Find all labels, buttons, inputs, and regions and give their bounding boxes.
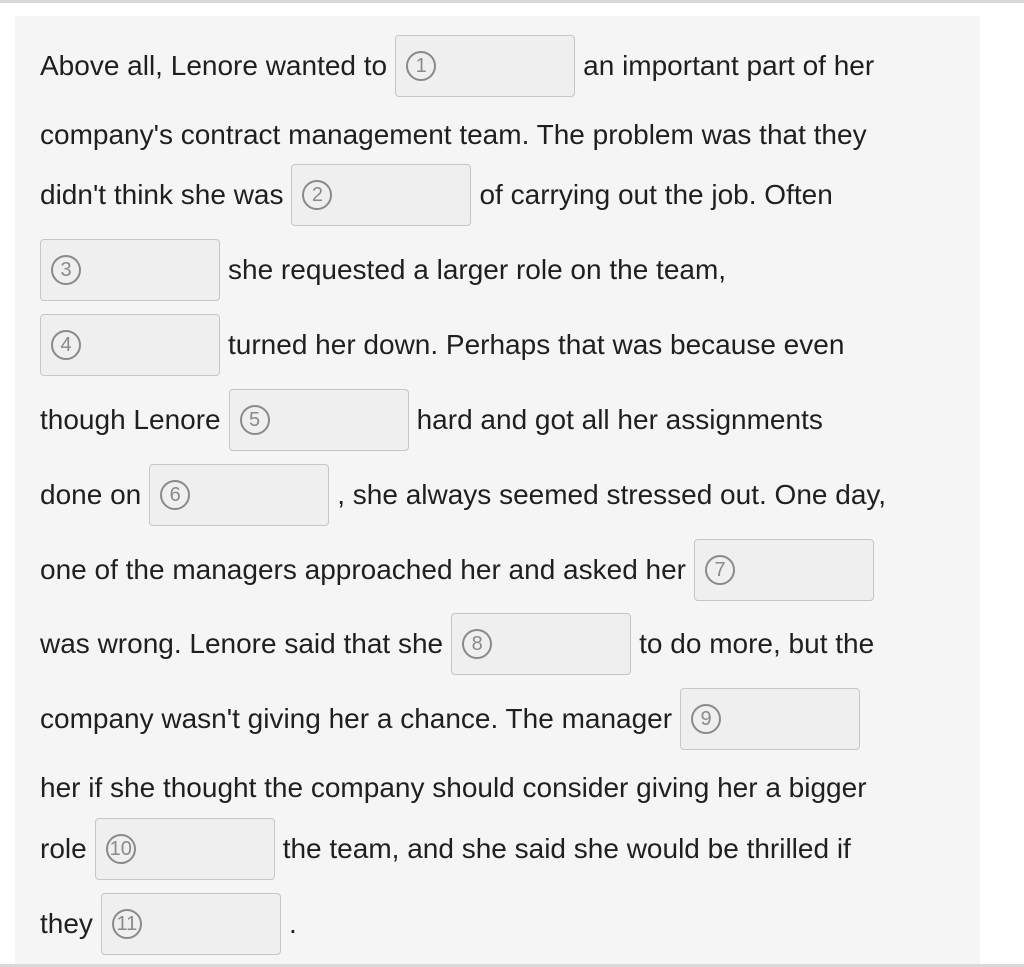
passage-line-5 [40,314,844,376]
passage-text: she requested a larger role on the team, [228,254,727,285]
passage-line-3 [40,164,833,226]
passage-text: to do more, but the [639,628,875,659]
passage-text: Above all, Lenore wanted to [40,50,388,81]
passage-line-4 [40,239,726,301]
blank-number-badge: 7 [705,555,735,585]
passage-text: one of the managers approached her and asked her [40,554,687,585]
answer-blank-3[interactable] [40,239,220,301]
passage-text: though Lenore [40,404,221,435]
blank-number-badge: 3 [51,255,81,285]
answer-blank-8[interactable] [451,613,631,675]
blank-number-badge: 8 [462,629,492,659]
passage-line-8 [40,539,882,601]
answer-blank-9[interactable] [680,688,860,750]
passage-text: done on [40,479,142,510]
answer-blank-2[interactable] [291,164,471,226]
passage-text: was wrong. Lenore said that she [40,628,444,659]
passage-text: they [40,908,93,939]
passage-line-10 [40,688,868,750]
passage-line-9 [40,613,874,675]
passage-text: turned her down. Perhaps that was because even [228,329,845,360]
passage-text: company's contract management team. The problem was that they [40,119,867,150]
passage-line-1 [40,35,874,97]
passage-text: didn't think she was [40,179,284,210]
answer-blank-10[interactable] [95,818,275,880]
passage-text: the team, and she said she would be thrilled if [282,833,851,864]
passage-line-13 [40,893,297,955]
passage-text: an important part of her [583,50,875,81]
blank-number-badge: 1 [406,51,436,81]
blank-number-badge: 9 [691,704,721,734]
answer-blank-11[interactable] [101,893,281,955]
blank-number-badge: 6 [160,480,190,510]
top-divider [0,0,1024,3]
passage-line-2 [40,119,867,151]
answer-blank-7[interactable] [694,539,874,601]
passage-text: her if she thought the company should consider giving her a bigger [40,772,867,803]
passage-text: company wasn't giving her a chance. The manager [40,703,673,734]
answer-blank-1[interactable] [395,35,575,97]
blank-number-badge: 2 [302,180,332,210]
passage-text: of carrying out the job. Often [479,179,833,210]
passage-text: . [288,908,297,939]
answer-blank-4[interactable] [40,314,220,376]
answer-blank-6[interactable] [149,464,329,526]
passage-text: , she always seemed stressed out. One day, [337,479,887,510]
answer-blank-5[interactable] [229,389,409,451]
blank-number-badge: 10 [106,834,136,864]
passage-line-7 [40,464,886,526]
blank-number-badge: 5 [240,405,270,435]
passage-line-12 [40,818,851,880]
passage-line-6 [40,389,823,451]
passage-line-11 [40,772,867,804]
passage-text: hard and got all her assignments [416,404,823,435]
passage-text: role [40,833,87,864]
blank-number-badge: 11 [112,909,142,939]
blank-number-badge: 4 [51,330,81,360]
